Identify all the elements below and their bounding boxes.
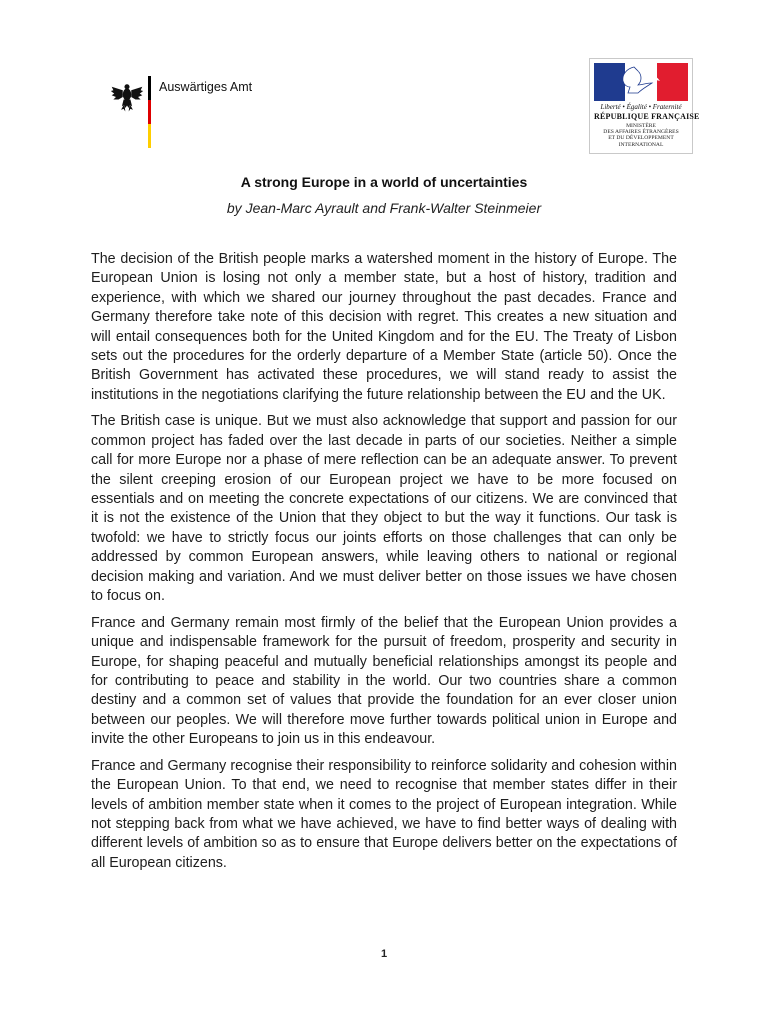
article-title: A strong Europe in a world of uncertainties xyxy=(240,174,528,190)
ministry-line: MINISTÈRE xyxy=(626,123,656,129)
article-body xyxy=(91,250,677,880)
article-byline: by Jean-Marc Ayrault and Frank-Walter Steinmeier xyxy=(226,200,542,216)
body-paragraph: The British case is unique. But we must also acknowledge that support and passion for our common project has faded over the last decade in parts of our societies. Neither a simple call for more Europe nor a phase of mere reflection can be an adequate answer. To prevent the silent creeping erosion of our European project we have to be more focused on essentials and on meeting the concrete expectations of our citizens. We are convinced that it is not the existence of the Union that they object to but the way it functions. Our task is twofold: we have to strictly focus our joints efforts on those challenges that can only be addressed by common European answers, while leaving others to national or regional decision making and variation. And we must deliver better on those issues we have chosen to focus on. xyxy=(91,413,677,605)
document-header xyxy=(0,0,768,160)
marianne-icon xyxy=(608,63,666,97)
body-paragraph: The decision of the British people marks a watershed moment in the history of Europe. The European Union is losing not only a member state, but a host of history, tradition and experience, with which we shared our journey throughout the past decades. France and Germany therefore take note of this decision with regret. This creates a new situation and will entail consequences both for the United Kingdom and for the EU. The Treaty of Lisbon sets out the procedures for the orderly departure of a Member State (article 50). Once the British Government has activated these procedures, we will stand ready to assist the institutions in the negotiations clarifying the future relationship between the EU and the UK. xyxy=(91,251,677,403)
german-flag-bar xyxy=(148,76,151,148)
ministry-name xyxy=(592,123,690,148)
federal-eagle-icon xyxy=(110,80,144,114)
page-number: 1 xyxy=(380,948,388,960)
french-ministry-logo xyxy=(589,58,700,154)
french-motto: Liberté • Égalité • Fraternité xyxy=(600,103,682,111)
ministry-line: DES AFFAIRES ÉTRANGÈRES xyxy=(603,129,679,136)
auswaertiges-amt-label: Auswärtiges Amt xyxy=(159,80,253,94)
republique-francaise-label: RÉPUBLIQUE FRANÇAISE xyxy=(594,112,700,121)
body-paragraph: France and Germany recognise their responsibility to reinforce solidarity and cohesion within the European Union. To that end, we need to recognise that member states differ in their levels of ambition member state when it comes to the project of European integration. While not stepping back from what we have achieved, we have to find better ways of dealing with different levels of ambition so as to ensure that Europe delivers better on the expectations of all European citizens. xyxy=(91,757,677,871)
ministry-line: INTERNATIONAL xyxy=(618,141,664,148)
body-paragraph: France and Germany remain most firmly of the belief that the European Union provides a unique and indispensable framework for the pursuit of freedom, prosperity and security in Europe, for shaping peaceful and mutually beneficial relationships amongst its people and for contributing to peace and stability in the world. Our two countries share a common destiny and a common set of values that provide the foundation for an ever closer union between our peoples. We will therefore move further towards political union in Europe and invite the other Europeans to join us in this endeavour. xyxy=(91,614,677,748)
ministry-line: ET DU DÉVELOPPEMENT xyxy=(608,135,674,142)
auswaertiges-amt-logo xyxy=(110,76,310,148)
